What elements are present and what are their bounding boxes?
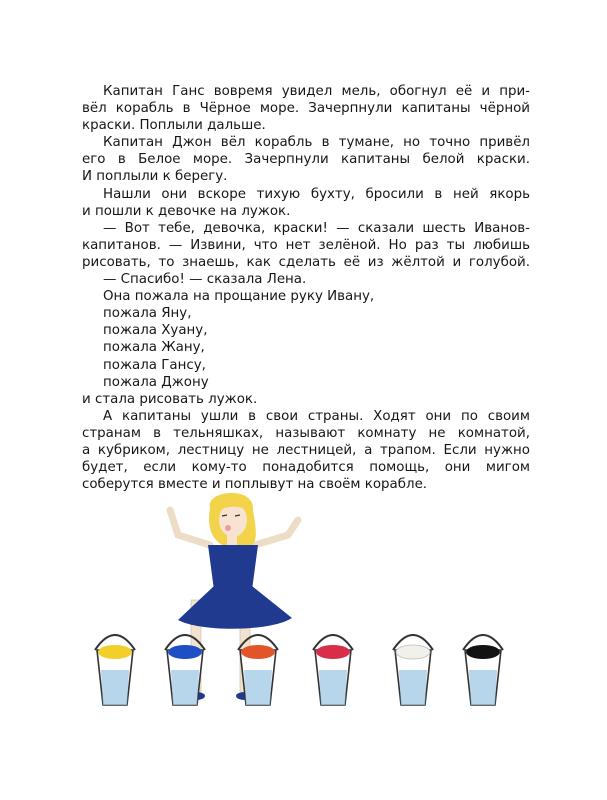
text-line: Она пожала на прощание руку Ивану, [103, 289, 375, 305]
text-line: странам в тельняшках, называют комнату не комнатой, [82, 425, 530, 441]
text-line: Капитан Ганс вовремя увидел мель, обогнул её и при- [103, 84, 530, 99]
text-line: капитанов. — Извини, что нет зелёной. Но раз ты любишь [82, 237, 530, 253]
text-line: пожала Джону [103, 374, 209, 390]
text-line: пожала Гансу, [103, 357, 206, 373]
text-line: его в Белое море. Зачерпнули капитаны белой краски. [82, 152, 530, 168]
text-line: И поплыли к берегу. [82, 169, 228, 185]
text-line: пожала Хуану, [103, 323, 208, 339]
text-line: — Спасибо! — сказала Лена. [103, 272, 307, 288]
text-line: вёл корабль в Чёрное море. Зачерпнули капитаны чёрной [82, 101, 530, 117]
text-line: и стала рисовать лужок. [82, 391, 258, 407]
text-line: пожала Яну, [103, 306, 192, 322]
text-line: краски. Поплыли дальше. [82, 118, 266, 134]
paint-bucket-white [393, 635, 433, 705]
text-line: — Вот тебе, девочка, краски! — сказали шесть Иванов- [103, 220, 530, 236]
paint-bucket-black [463, 635, 503, 705]
text-line: А капитаны ушли в свои страны. Ходят они по своим [103, 408, 530, 424]
text-line: соберутся вместе и поплывут на своём корабле. [82, 477, 428, 493]
paint-bucket-red [313, 635, 353, 705]
text-line: и пошли к девочке на лужок. [82, 203, 291, 219]
text-line: пожала Жану, [103, 340, 205, 356]
text-line: а кубриком, лестницу не лестницей, а трапом. Если нужно [82, 442, 530, 458]
text-line: Капитан Джон вёл корабль в тумане, но точно привёл [103, 135, 530, 151]
text-line: Нашли они вскоре тихую бухту, бросили в ней якорь [103, 186, 530, 202]
story-text [82, 83, 530, 493]
illustration [60, 490, 560, 770]
text-line: будет, если кому-то понадобится помощь, они мигом [82, 460, 530, 476]
text-line: рисовать, то знаешь, как сделать её из жёлтой и голубой. [82, 254, 530, 270]
paint-bucket-yellow [95, 635, 135, 705]
